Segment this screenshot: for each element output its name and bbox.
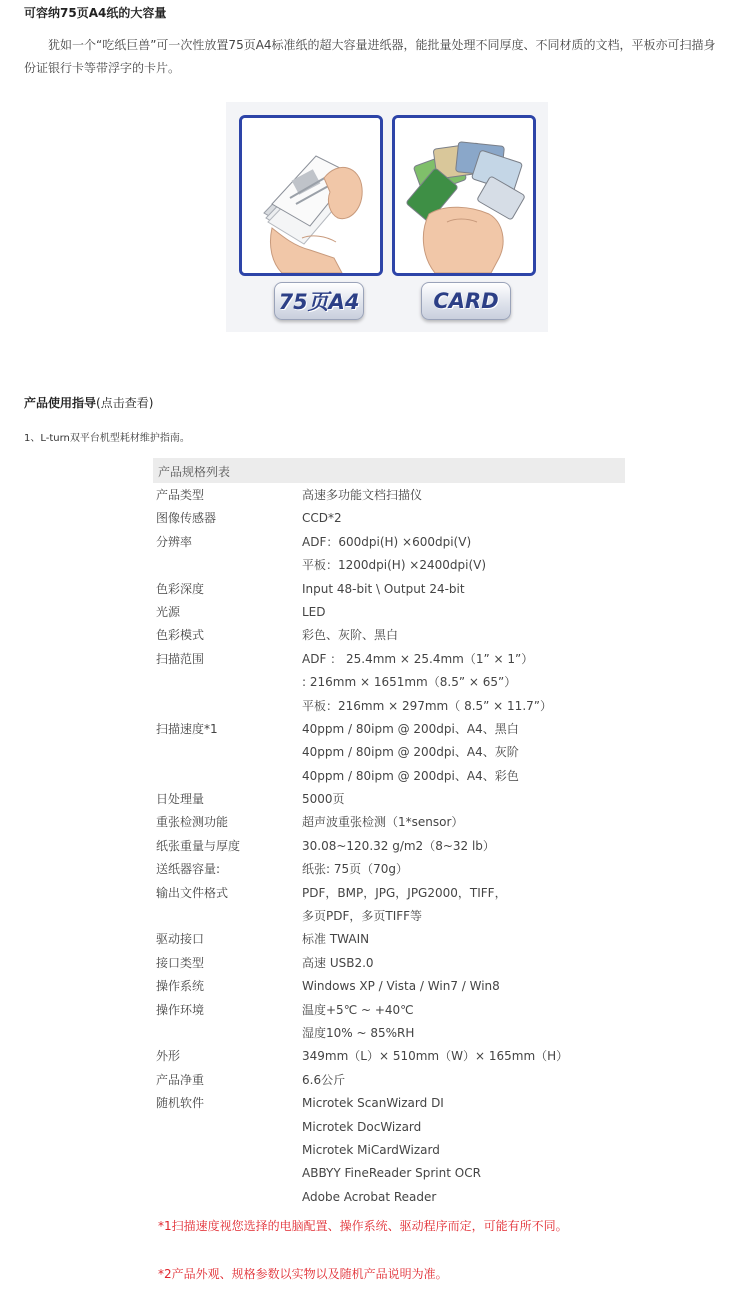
spec-value: 5000页 <box>302 792 345 807</box>
spec-value: 温度+5℃ ~ +40℃ <box>302 1002 414 1017</box>
spec-value: 平板：1200dpi(H) ×2400dpi(V) <box>302 558 487 573</box>
spec-row <box>156 999 636 1022</box>
spec-key: 产品净重 <box>156 1072 205 1087</box>
spec-value: ADF：600dpi(H) ×600dpi(V) <box>302 534 472 549</box>
spec-value: Windows XP / Vista / Win7 / Win8 <box>302 979 500 994</box>
spec-row <box>156 1186 636 1209</box>
spec-value: : 216mm × 1651mm（8.5” × 65”） <box>302 675 517 690</box>
cards-illustration <box>392 115 536 276</box>
spec-row <box>156 928 636 951</box>
spec-key: 分辨率 <box>156 534 193 549</box>
spec-value: 高速多功能文档扫描仪 <box>302 488 423 502</box>
spec-value: 30.08~120.32 g/m2（8~32 lb） <box>302 838 495 853</box>
spec-row <box>156 624 636 647</box>
spec-row <box>156 975 636 998</box>
guide-link[interactable]: (点击查看) <box>96 396 154 410</box>
feature-image <box>226 102 548 332</box>
spec-table-header <box>153 458 625 483</box>
spec-row <box>156 882 636 905</box>
footnote-speed: *1扫描速度视您选择的电脑配置、操作系统、驱动程序而定，可能有所不同。 <box>158 1219 568 1233</box>
spec-value: Microtek DocWizard <box>302 1119 422 1134</box>
spec-row <box>156 835 636 858</box>
spec-key: 图像传感器 <box>156 511 217 526</box>
spec-value: LED <box>302 604 326 619</box>
spec-row <box>156 507 636 530</box>
spec-value: 平板：216mm × 297mm（ 8.5” × 11.7”） <box>302 698 552 713</box>
spec-key: 光源 <box>156 604 181 619</box>
spec-value: PDF，BMP，JPG，JPG2000，TIFF， <box>302 885 507 900</box>
spec-value: ADF ： 25.4mm × 25.4mm（1” × 1”） <box>302 651 534 666</box>
spec-row <box>156 905 636 928</box>
spec-value: 高速 USB2.0 <box>302 955 374 970</box>
spec-value: 6.6公斤 <box>302 1072 346 1087</box>
spec-row <box>156 1045 636 1068</box>
spec-key: 驱动接口 <box>156 932 205 947</box>
spec-row <box>156 484 636 507</box>
spec-value: 40ppm / 80ipm @ 200dpi、A4、灰阶 <box>302 745 519 760</box>
spec-value: Input 48-bit \ Output 24-bit <box>302 581 465 596</box>
spec-row <box>156 1116 636 1139</box>
spec-table-title: 产品规格列表 <box>158 465 231 479</box>
spec-value: Microtek ScanWizard DI <box>302 1096 444 1111</box>
spec-key: 输出文件格式 <box>156 885 229 900</box>
spec-row <box>156 1092 636 1115</box>
spec-row <box>156 1069 636 1092</box>
spec-key: 扫描范围 <box>156 651 205 666</box>
spec-key: 随机软件 <box>156 1096 205 1111</box>
spec-value: 纸张: 75页（70g） <box>302 862 409 877</box>
spec-row <box>156 531 636 554</box>
spec-key: 色彩深度 <box>156 581 205 596</box>
guide-step[interactable]: 1、L-turn双平台机型耗材维护指南。 <box>24 433 190 444</box>
spec-value: ABBYY FineReader Sprint OCR <box>302 1166 481 1181</box>
spec-row <box>156 648 636 671</box>
spec-value: 40ppm / 80ipm @ 200dpi、A4、黑白 <box>302 721 519 736</box>
spec-key: 产品类型 <box>156 488 205 502</box>
guide-heading <box>24 394 153 411</box>
spec-key: 接口类型 <box>156 955 205 970</box>
spec-value: 标准 TWAIN <box>302 932 370 947</box>
footnote-appearance: *2产品外观、规格参数以实物以及随机产品说明为准。 <box>158 1267 448 1281</box>
spec-row <box>156 578 636 601</box>
a4-capacity-badge: 75页A4 <box>274 282 364 320</box>
spec-key: 送纸器容量: <box>156 862 221 877</box>
spec-row <box>156 554 636 577</box>
spec-row <box>156 601 636 624</box>
spec-value: 40ppm / 80ipm @ 200dpi、A4、彩色 <box>302 768 519 783</box>
card-badge: CARD <box>421 282 511 320</box>
spec-key: 色彩模式 <box>156 628 205 643</box>
spec-row <box>156 811 636 834</box>
spec-key: 操作系统 <box>156 979 205 994</box>
spec-value: Microtek MiCardWizard <box>302 1142 440 1157</box>
spec-table <box>156 484 636 1209</box>
spec-row <box>156 671 636 694</box>
spec-value: CCD*2 <box>302 511 342 526</box>
paper-stack-illustration <box>239 115 383 276</box>
spec-row <box>156 858 636 881</box>
spec-value: 349mm（L）× 510mm（W）× 165mm（H） <box>302 1049 569 1064</box>
spec-key: 重张检测功能 <box>156 815 229 830</box>
spec-row <box>156 741 636 764</box>
spec-value: 超声波重张检测（1*sensor） <box>302 815 464 830</box>
spec-row <box>156 952 636 975</box>
spec-row <box>156 788 636 811</box>
intro-paragraph: 犹如一个“吃纸巨兽”可一次性放置75页A4标准纸的超大容量进纸器，能批量处理不同厚度、不同材质的文档，平板亦可扫描身份证银行卡等带浮字的卡片。 <box>24 38 716 75</box>
spec-row <box>156 1022 636 1045</box>
spec-key: 扫描速度*1 <box>156 721 218 736</box>
spec-key: 纸张重量与厚度 <box>156 838 241 853</box>
spec-row <box>156 1162 636 1185</box>
spec-row <box>156 718 636 741</box>
section-title: 可容纳75页A4纸的大容量 <box>24 6 167 20</box>
spec-value: Adobe Acrobat Reader <box>302 1189 437 1204</box>
spec-value: 湿度10% ~ 85%RH <box>302 1025 415 1040</box>
spec-row <box>156 695 636 718</box>
guide-title: 产品使用指导 <box>24 396 97 410</box>
spec-row <box>156 765 636 788</box>
spec-value: 彩色、灰阶、黑白 <box>302 628 399 643</box>
spec-key: 操作环境 <box>156 1002 205 1017</box>
spec-key: 日处理量 <box>156 792 205 807</box>
spec-value: 多页PDF，多页TIFF等 <box>302 909 423 924</box>
spec-key: 外形 <box>156 1049 181 1064</box>
spec-row <box>156 1139 636 1162</box>
